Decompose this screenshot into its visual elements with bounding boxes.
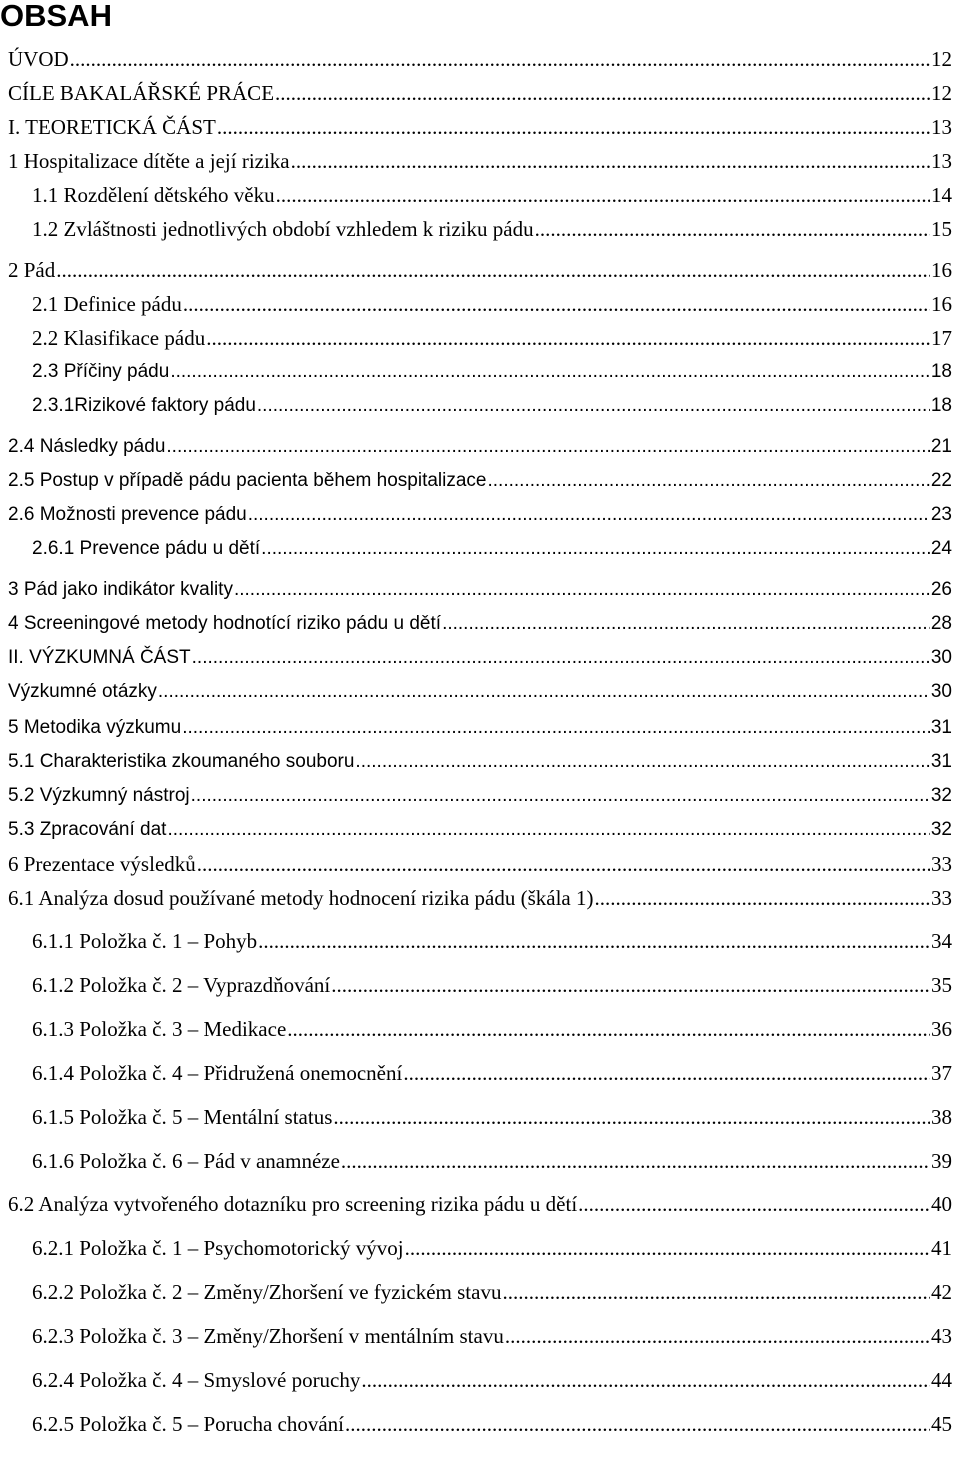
toc-entry-title: 6.1.2 Položka č. 2 – Vyprazdňování <box>32 973 331 997</box>
toc-entry-page-number: 42 <box>931 1280 952 1304</box>
toc-entry[interactable] <box>32 1015 952 1043</box>
toc-entry[interactable] <box>32 1410 952 1438</box>
toc-entry-title: 2.1 Definice pádu <box>32 292 182 316</box>
dot-leader <box>257 392 930 420</box>
toc-entry-title: 1.2 Zvláštnosti jednotlivých období vzhledem k riziku pádu <box>32 217 534 241</box>
toc-entry-title: 6.1.4 Položka č. 4 – Přidružená onemocnění <box>32 1061 403 1085</box>
toc-entry[interactable] <box>32 358 952 386</box>
dot-leader <box>442 610 930 638</box>
toc-entry-title: 2.5 Postup v případě pádu pacienta během hospitalizace <box>8 470 487 491</box>
toc-entry-title: 6.1.6 Položka č. 6 – Pád v anamnéze <box>32 1149 340 1173</box>
toc-entry[interactable] <box>32 1234 952 1262</box>
toc-entry[interactable] <box>32 324 952 352</box>
toc-entry-title: 6.2 Analýza vytvořeného dotazníku pro screening rizika pádu u dětí <box>8 1192 578 1216</box>
toc-entry-title: 5.2 Výzkumný nástroj <box>8 785 190 806</box>
dot-leader <box>333 1103 930 1131</box>
toc-entry-title: 6.1.5 Položka č. 5 – Mentální status <box>32 1105 333 1129</box>
toc-entry-page-number: 33 <box>931 852 952 876</box>
toc-entry[interactable] <box>8 467 952 495</box>
dot-leader <box>291 147 930 175</box>
toc-entry[interactable] <box>8 45 952 73</box>
dot-leader <box>595 884 931 912</box>
toc-entry-page-number: 12 <box>931 81 952 105</box>
toc-entry-page-number: 21 <box>930 436 952 457</box>
toc-entry-title: I. TEORETICKÁ ČÁST <box>8 115 216 139</box>
toc-entry-page-number: 28 <box>930 613 952 634</box>
toc-entry[interactable] <box>8 147 952 175</box>
toc-entry[interactable] <box>32 535 952 563</box>
dot-leader <box>234 576 930 604</box>
page-title: OBSAH <box>0 0 112 33</box>
toc-entry[interactable] <box>8 79 952 107</box>
dot-leader <box>206 324 930 352</box>
toc-entry-title: 2 Pád <box>8 258 56 282</box>
toc-entry[interactable] <box>8 850 952 878</box>
dot-leader <box>217 113 930 141</box>
toc-entry[interactable] <box>32 215 952 243</box>
toc-entry[interactable] <box>8 610 952 638</box>
toc-entry-page-number: 14 <box>931 183 952 207</box>
dot-leader <box>287 1015 930 1043</box>
toc-entry-page-number: 23 <box>930 504 952 525</box>
toc-entry-title: 2.6.1 Prevence pádu u dětí <box>32 538 261 559</box>
toc-entry[interactable] <box>32 1278 952 1306</box>
toc-entry-page-number: 36 <box>931 1017 952 1041</box>
toc-entry-title: 6.2.2 Položka č. 2 – Změny/Zhoršení ve fyzickém stavu <box>32 1280 502 1304</box>
toc-entry[interactable] <box>8 884 952 912</box>
toc-entry-title: 5.1 Charakteristika zkoumaného souboru <box>8 751 355 772</box>
toc-entry-title: 2.3 Příčiny pádu <box>32 361 170 382</box>
toc-entry-page-number: 30 <box>930 647 952 668</box>
toc-entry-page-number: 44 <box>931 1368 952 1392</box>
toc-entry[interactable] <box>32 1147 952 1175</box>
toc-entry-page-number: 37 <box>931 1061 952 1085</box>
toc-entry-page-number: 16 <box>931 258 952 282</box>
dot-leader <box>167 816 929 844</box>
dot-leader <box>488 467 930 495</box>
toc-entry-page-number: 13 <box>931 115 952 139</box>
toc-entry-page-number: 45 <box>931 1412 952 1436</box>
toc-entry-title: 6 Prezentace výsledků <box>8 852 196 876</box>
dot-leader <box>183 290 930 318</box>
dot-leader <box>276 181 930 209</box>
dot-leader <box>345 1410 930 1438</box>
toc-entry-page-number: 32 <box>930 785 952 806</box>
toc-entry[interactable] <box>8 501 952 529</box>
toc-entry-title: ÚVOD <box>8 47 69 71</box>
toc-entry-title: 5.3 Zpracování dat <box>8 819 167 840</box>
toc-entry-page-number: 17 <box>931 326 952 350</box>
toc-entry-page-number: 30 <box>930 681 952 702</box>
toc-entry-page-number: 32 <box>930 819 952 840</box>
toc-entry-title: 2.3.1Rizikové faktory pádu <box>32 395 256 416</box>
dot-leader <box>405 1234 930 1262</box>
toc-entry-page-number: 33 <box>931 886 952 910</box>
toc-entry[interactable] <box>32 971 952 999</box>
toc-entry[interactable] <box>8 748 952 776</box>
dot-leader <box>502 1278 930 1306</box>
toc-entry-page-number: 39 <box>931 1149 952 1173</box>
toc-entry-title: 4 Screeningové metody hodnotící riziko pádu u dětí <box>8 613 442 634</box>
dot-leader <box>248 501 930 529</box>
dot-leader <box>275 79 930 107</box>
toc-entry[interactable] <box>32 1322 952 1350</box>
toc-entry-page-number: 43 <box>931 1324 952 1348</box>
toc-entry[interactable] <box>8 113 952 141</box>
toc-entry[interactable] <box>8 678 952 706</box>
toc-entry[interactable] <box>8 644 952 672</box>
dot-leader <box>361 1366 930 1394</box>
toc-entry[interactable] <box>8 816 952 844</box>
dot-leader <box>258 927 930 955</box>
dot-leader <box>166 433 929 461</box>
toc-entry-page-number: 40 <box>931 1192 952 1216</box>
toc-entry-title: 6.1.3 Položka č. 3 – Medikace <box>32 1017 287 1041</box>
toc-entry[interactable] <box>8 714 952 742</box>
dot-leader <box>170 358 930 386</box>
toc-entry-title: 1 Hospitalizace dítěte a její rizika <box>8 149 290 173</box>
dot-leader <box>191 782 930 810</box>
toc-entry-page-number: 31 <box>930 751 952 772</box>
dot-leader <box>261 535 930 563</box>
toc-entry-title: 6.2.1 Položka č. 1 – Psychomotorický vývoj <box>32 1236 404 1260</box>
toc-entry-title: 2.6 Možnosti prevence pádu <box>8 504 247 525</box>
toc-entry-title: 6.2.4 Položka č. 4 – Smyslové poruchy <box>32 1368 361 1392</box>
dot-leader <box>505 1322 930 1350</box>
toc-entry-title: 6.1 Analýza dosud používané metody hodnocení rizika pádu (škála 1) <box>8 886 594 910</box>
toc-entry-page-number: 16 <box>931 292 952 316</box>
toc-entry[interactable] <box>8 782 952 810</box>
toc-entry[interactable] <box>32 1366 952 1394</box>
toc-entry-page-number: 38 <box>931 1105 952 1129</box>
toc-entry-title: 6.1.1 Položka č. 1 – Pohyb <box>32 929 258 953</box>
toc-entry-page-number: 31 <box>930 717 952 738</box>
toc-entry-title: 1.1 Rozdělení dětského věku <box>32 183 275 207</box>
toc-entry[interactable] <box>32 1059 952 1087</box>
toc-entry[interactable] <box>32 927 952 955</box>
dot-leader <box>403 1059 930 1087</box>
dot-leader <box>341 1147 930 1175</box>
toc-entry-page-number: 35 <box>931 973 952 997</box>
toc-entry-title: 2.4 Následky pádu <box>8 436 166 457</box>
toc-entry-page-number: 15 <box>931 217 952 241</box>
toc-entry[interactable] <box>8 1190 952 1218</box>
toc-entry-title: II. VÝZKUMNÁ ČÁST <box>8 647 191 668</box>
dot-leader <box>192 644 930 672</box>
toc-entry-page-number: 41 <box>931 1236 952 1260</box>
toc-entry-page-number: 24 <box>930 538 952 559</box>
toc-entry-page-number: 18 <box>930 361 952 382</box>
toc-entry-page-number: 34 <box>931 929 952 953</box>
dot-leader <box>355 748 929 776</box>
toc-entry-page-number: 18 <box>930 395 952 416</box>
dot-leader <box>70 45 930 73</box>
toc-entry-title: 6.2.5 Položka č. 5 – Porucha chování <box>32 1412 345 1436</box>
toc-entry-title: 2.2 Klasifikace pádu <box>32 326 206 350</box>
toc-entry-title: Výzkumné otázky <box>8 681 157 702</box>
toc-entry[interactable] <box>8 433 952 461</box>
toc-entry-title: 5 Metodika výzkumu <box>8 717 182 738</box>
dot-leader <box>197 850 930 878</box>
toc-entry[interactable] <box>32 181 952 209</box>
toc-entry[interactable] <box>32 1103 952 1131</box>
dot-leader <box>158 678 930 706</box>
toc-entry-page-number: 26 <box>930 579 952 600</box>
toc-entry-page-number: 22 <box>930 470 952 491</box>
toc-entry[interactable] <box>8 256 952 284</box>
dot-leader <box>578 1190 930 1218</box>
toc-entry-title: 6.2.3 Položka č. 3 – Změny/Zhoršení v mentálním stavu <box>32 1324 504 1348</box>
toc-entry-page-number: 13 <box>931 149 952 173</box>
toc-entry[interactable] <box>32 290 952 318</box>
toc-entry-page-number: 12 <box>931 47 952 71</box>
dot-leader <box>56 256 930 284</box>
dot-leader <box>535 215 930 243</box>
toc-entry-title: 3 Pád jako indikátor kvality <box>8 579 233 600</box>
toc-entry-title: CÍLE BAKALÁŘSKÉ PRÁCE <box>8 81 275 105</box>
dot-leader <box>331 971 930 999</box>
dot-leader <box>182 714 930 742</box>
toc-entry[interactable] <box>32 392 952 420</box>
toc-entry[interactable] <box>8 576 952 604</box>
